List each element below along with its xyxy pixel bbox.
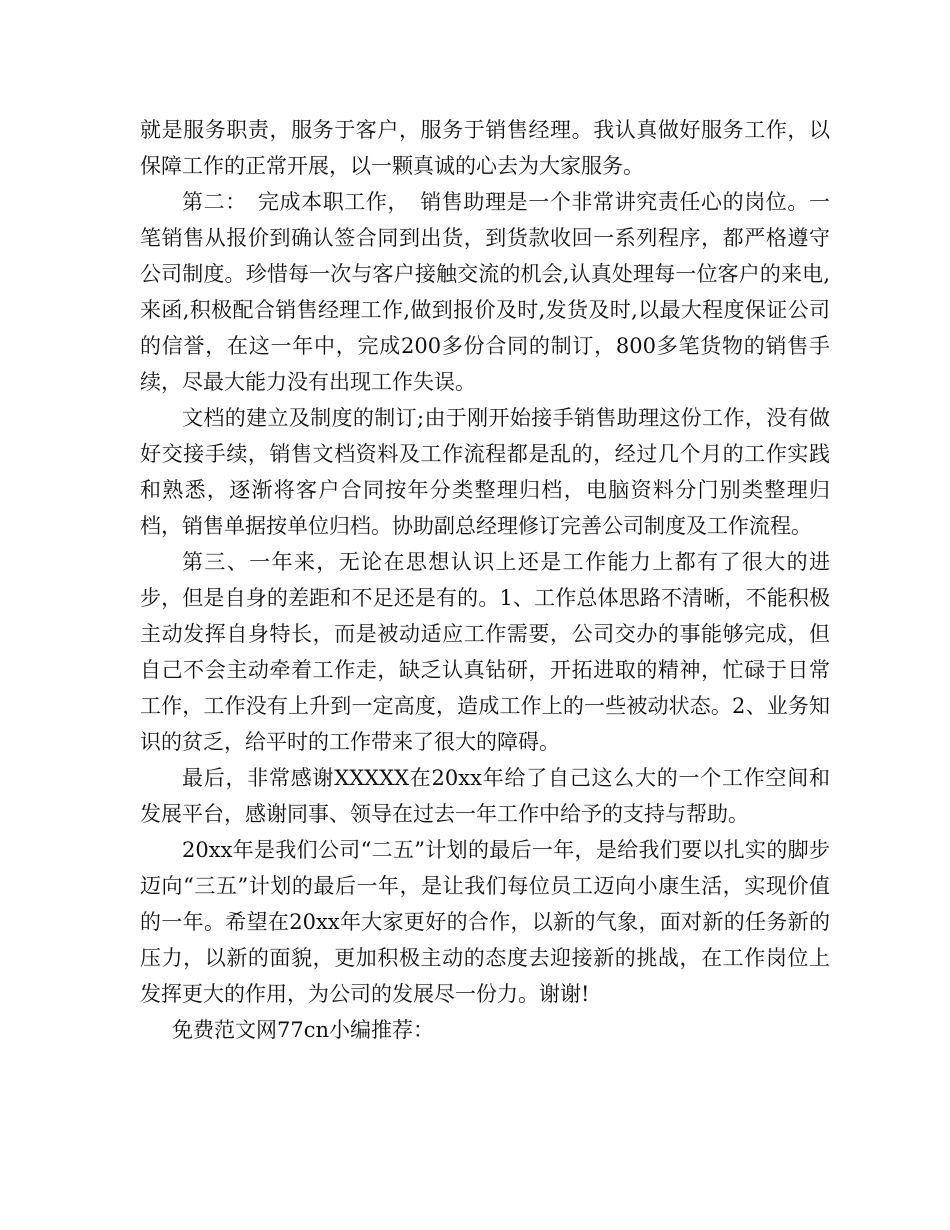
paragraph-service-duty: 就是服务职责，服务于客户，服务于销售经理。我认真做好服务工作，以保障工作的正常开展，以一颗真诚的心去为大家服务。 xyxy=(140,118,830,178)
footer-recommendation: 免费范文网77cn小编推荐： xyxy=(172,1018,435,1042)
document-body xyxy=(140,112,830,1048)
paragraph-third-reflection: 第三、一年来，无论在思想认识上还是工作能力上都有了很大的进步，但是自身的差距和不足还是有的。1、工作总体思路不清晰，不能积极主动发挥自身特长，而是被动适应工作需要，公司交办的事能够完成，但自己不会主动牵着工作走，缺乏认真钻研，开拓进取的精神，忙碌于日常工作，工作没有上升到一定高度，造成工作上的一些被动状态。2、业务知识的贫乏，给平时的工作带来了很大的障碍。 xyxy=(140,550,830,754)
paragraph-thanks: 最后，非常感谢XXXXX在20xx年给了自己这么大的一个工作空间和发展平台，感谢同事、领导在过去一年工作中给予的支持与帮助。 xyxy=(140,766,830,826)
paragraph-documentation: 文档的建立及制度的制订;由于刚开始接手销售助理这份工作，没有做好交接手续，销售文档资料及工作流程都是乱的，经过几个月的工作实践和熟悉，逐渐将客户合同按年分类整理归档，电脑资料分门别类整理归档，销售单据按单位归档。协助副总经理修订完善公司制度及工作流程。 xyxy=(140,406,830,538)
paragraph-outlook: 20xx年是我们公司“二五”计划的最后一年，是给我们要以扎实的脚步迈向“三五”计划的最后一年，是让我们每位员工迈向小康生活，实现价值的一年。希望在20xx年大家更好的合作，以新的气象，面对新的任务新的压力，以新的面貌，更加积极主动的态度去迎接新的挑战，在工作岗位上发挥更大的作用，为公司的发展尽一份力。谢谢! xyxy=(140,838,830,1006)
paragraph-second-duty: 第二： 完成本职工作， 销售助理是一个非常讲究责任心的岗位。一笔销售从报价到确认签合同到出货，到货款收回一系列程序，都严格遵守公司制度。珍惜每一次与客户接触交流的机会,认真处理每一位客户的来电,来函,积极配合销售经理工作,做到报价及时,发货及时,以最大程度保证公司的信誉，在这一年中，完成200多份合同的制订，800多笔货物的销售手续，尽最大能力没有出现工作失误。 xyxy=(140,190,830,394)
